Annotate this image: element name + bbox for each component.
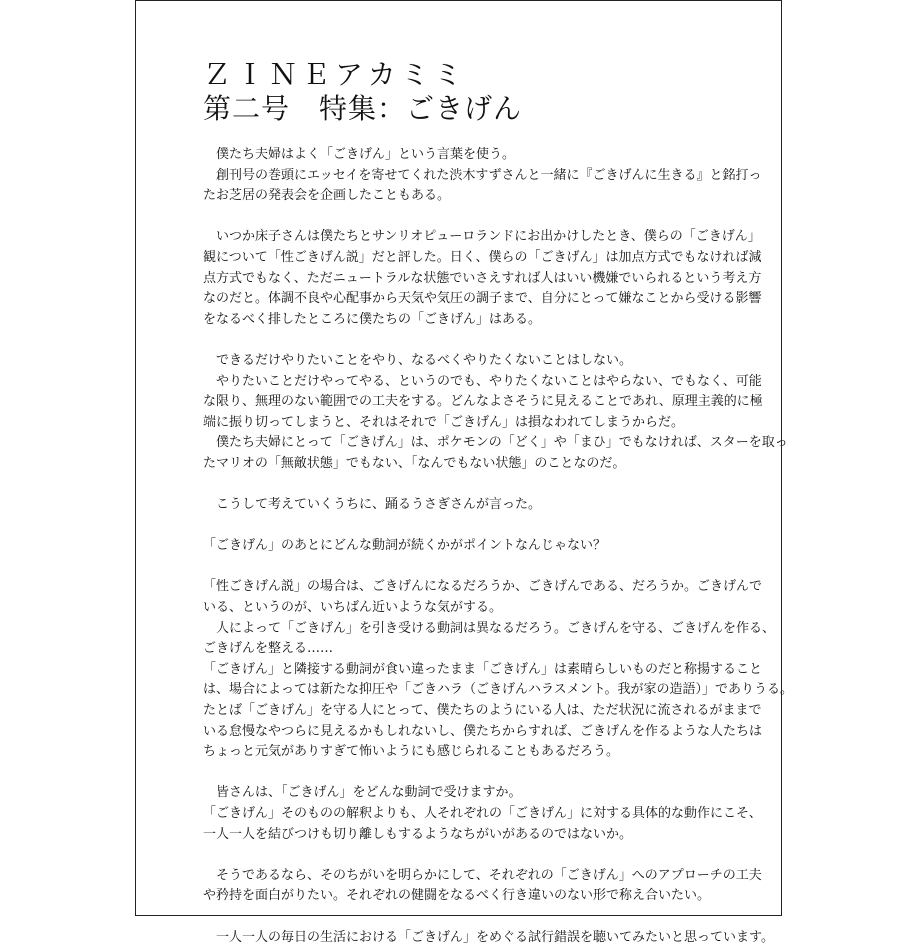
text-line: 一人一人の毎日の生活における「ごきげん」をめぐる試行錯誤を聴いてみたいと思っています。 [203, 929, 774, 945]
text-line: なのだと。体調不良や心配事から天気や気圧の調子まで、自分にとって嫌なことから受ける影響 [203, 291, 762, 307]
paragraph-gap [203, 907, 723, 928]
text-line: いつか床子さんは僕たちとサンリオピューロランドにお出かけしたとき、僕らの「ごきげん」 [203, 229, 761, 245]
zine-title: ＺＩＮＥアカミミ [203, 58, 467, 91]
text-line: な限り、無理のない範囲での工夫をする。どんなよさそうに見えることであれ、原理主義的に極 [203, 394, 763, 410]
text-line: たとば「ごきげん」を守る人にとって、僕たちのようにいる人は、ただ状況に流されるがままで [203, 703, 762, 719]
paragraph-gap [203, 207, 723, 228]
text-line: たお芝居の発表会を企画したこともある。 [203, 188, 451, 204]
paragraph-gap [203, 845, 723, 866]
text-line: は、場合によっては新たな抑圧や「ごきハラ（ごきげんハラスメント。我が家の造語）」でありうる。 [203, 682, 793, 698]
text-line: ちょっと元気がありすぎて怖いようにも感じられることもあるだろう。 [203, 744, 620, 760]
text-line: やりたいことだけやってやる、というのでも、やりたくないことはやらない、でもなく、可能 [203, 373, 762, 389]
text-line: できるだけやりたいことをやり、なるべくやりたくないことはしない。 [203, 352, 633, 368]
text-line: こうして考えていくうちに、踊るうさぎさんが言った。 [203, 497, 542, 513]
text-line: たマリオの「無敵状態」でもない、「なんでもない状態」のことなのだ。 [203, 455, 626, 471]
paragraph-gap [203, 516, 723, 537]
text-line: そうであるなら、そのちがいを明らかにして、それぞれの「ごきげん」へのアプローチの工夫 [203, 867, 762, 883]
text-line: や矜持を面白がりたい。それぞれの健闘をなるべく行き違いのない形で称え合いたい。 [203, 888, 711, 904]
text-line: 僕たち夫婦はよく「ごきげん」という言葉を使う。 [203, 147, 516, 162]
issue-title: 第二号 特集：ごきげん [203, 92, 523, 125]
text-line: 人によって「ごきげん」を引き受ける動詞は異なるだろう。ごきげんを守る、ごきげんを作る、 [203, 620, 776, 636]
text-line: ごきげんを整える…… [203, 641, 334, 657]
text-line: 僕たち夫婦にとって「ごきげん」は、ポケモンの「どく」や「まひ」でもなければ、スターを取っ [203, 435, 788, 451]
text-line: 点方式でもなく、ただニュートラルな状態でいさえすれば人はいい機嫌でいられるという考え方 [203, 270, 762, 286]
paragraph-gap [203, 763, 723, 784]
text-line: いる怠慢なやつらに見えるかもしれないし、僕たちからすれば、ごきげんを作るような人たちは [203, 723, 763, 739]
text-line: 創刊号の巻頭にエッセイを寄せてくれた渋木すずさんと一緒に『ごきげんに生きる』と銘打っ [203, 167, 762, 183]
paragraph-gap [203, 557, 723, 578]
text-line: 「ごきげん」のあとにどんな動詞が続くかがポイントなんじゃない？ [203, 538, 607, 554]
text-line: 「性ごきげん説」の場合は、ごきげんになるだろうか、ごきげんである、だろうか。ごきげんで [203, 579, 763, 595]
text-line: 一人一人を結びつけも切り離しもするようなちがいがあるのではないか。 [203, 826, 633, 842]
text-line: 皆さんは、「ごきげん」をどんな動詞で受けますか。 [203, 785, 522, 801]
text-line: 「ごきげん」と隣接する動詞が食い違ったまま「ごきげん」は素晴らしいものだと称揚すること [203, 661, 763, 677]
paragraph-gap [203, 330, 723, 351]
text-line: をなるべく排したところに僕たちの「ごきげん」はある。 [203, 311, 542, 327]
page-title [203, 58, 522, 126]
essay-body [203, 145, 793, 948]
paragraph-gap [203, 475, 723, 496]
text-line: いる、というのが、いちばん近いような気がする。 [203, 600, 503, 616]
text-line: 観について「性ごきげん説」だと評した。日く、僕らの「ごきげん」は加点方式でもなければ減 [203, 249, 762, 265]
text-line: 端に振り切ってしまうと、それはそれで「ごきげん」は損なわれてしまうからだ。 [203, 414, 685, 430]
text-line: 「ごきげん」そのものの解釈よりも、人それぞれの「ごきげん」に対する具体的な動作にこそ、 [203, 806, 762, 821]
